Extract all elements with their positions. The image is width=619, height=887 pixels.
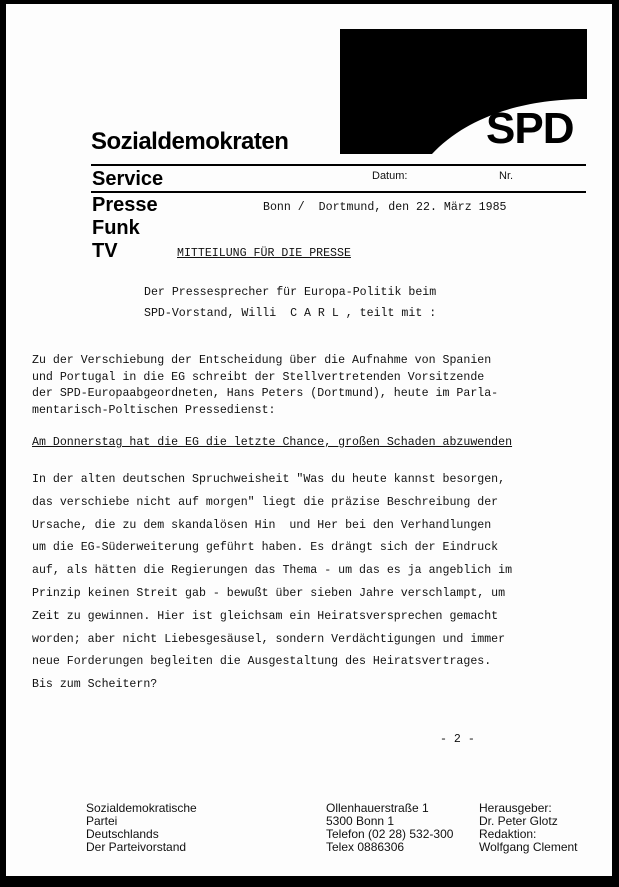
press-release-heading: MITTEILUNG FÜR DIE PRESSE [177, 247, 351, 260]
text-line: Prinzip keinen Streit gab - bewußt über sieben Jahre verschlampt, um [32, 586, 506, 600]
letterhead-rule-bottom [91, 191, 586, 193]
footer-line: Partei [86, 814, 118, 828]
text-line: der SPD-Europaabgeordneten, Hans Peters (Dortmund), heute im Parla- [32, 387, 499, 400]
media-presse: Presse [92, 194, 158, 216]
footer-line: Der Parteivorstand [86, 840, 187, 854]
datum-label: Datum: [372, 170, 408, 182]
nr-label: Nr. [499, 170, 514, 182]
paragraph-main [32, 469, 612, 697]
footer-line: 5300 Bonn 1 [326, 814, 395, 828]
spd-logo-text: SPD [486, 104, 574, 153]
intro-line: Der Pressesprecher für Europa-Politik beim [144, 286, 437, 299]
text-line: auf, als hätten die Regierungen das Thema - um das es ja angeblich im [32, 564, 513, 578]
text-line: Zeit zu gewinnen. Hier ist gleichsam ein Heiratsversprechen gemacht [32, 609, 499, 623]
footer-line: Telefon (02 28) 532-300 [326, 827, 454, 841]
footer-publisher [479, 802, 578, 854]
text-line: worden; aber nicht Liebesgesäusel, sondern Verdächtigungen und immer [32, 632, 506, 646]
footer-address [326, 802, 453, 854]
text-line: und Portugal in die EG schreibt der Stellvertretenden Vorsitzende [32, 370, 485, 384]
footer-line: Dr. Peter Glotz [479, 814, 558, 828]
letterhead-rule-top [91, 164, 586, 166]
footer-line: Herausgeber: [479, 801, 552, 815]
text-line: mentarisch-Poltischen Pressedienst: [32, 403, 276, 417]
intro-line: SPD-Vorstand, Willi C A R L , teilt mit : [144, 307, 437, 320]
text-line: Bis zum Scheitern? [32, 678, 158, 692]
text-line: um die EG-Süderweiterung geführt haben. Es drängt sich der Eindruck [32, 541, 499, 555]
footer-line: Wolfgang Clement [479, 840, 578, 854]
footer-line: Telex 0886306 [326, 840, 405, 854]
page-marker: - 2 - [440, 733, 475, 746]
text-line: neue Forderungen begleiten die Ausgestaltung des Heiratsvertrages. [32, 655, 492, 669]
service-label: Service [92, 168, 164, 190]
media-tv: TV [92, 240, 118, 262]
footer-line: Redaktion: [479, 827, 537, 841]
footer-line: Deutschlands [86, 827, 159, 841]
text-line: In der alten deutschen Spruchweisheit "Was du heute kannst besorgen, [32, 473, 506, 486]
document-page [6, 4, 612, 876]
org-name: Sozialdemokraten [91, 128, 289, 155]
place-date: Bonn / Dortmund, den 22. März 1985 [263, 201, 507, 214]
text-line: das verschiebe nicht auf morgen" liegt die präzise Beschreibung der [32, 495, 499, 509]
text-line: Zu der Verschiebung der Entscheidung über die Aufnahme von Spanien [32, 354, 492, 367]
subheading: Am Donnerstag hat die EG die letzte Chance, großen Schaden abzuwenden [32, 436, 513, 449]
paragraph-intro [32, 353, 612, 419]
media-funk: Funk [92, 217, 140, 239]
text-line: Ursache, die zu dem skandalösen Hin und Her bei den Verhandlungen [32, 518, 492, 532]
footer-line: Sozialdemokratische [86, 801, 197, 815]
footer-line: Ollenhauerstraße 1 [326, 801, 429, 815]
footer-party [86, 802, 197, 854]
